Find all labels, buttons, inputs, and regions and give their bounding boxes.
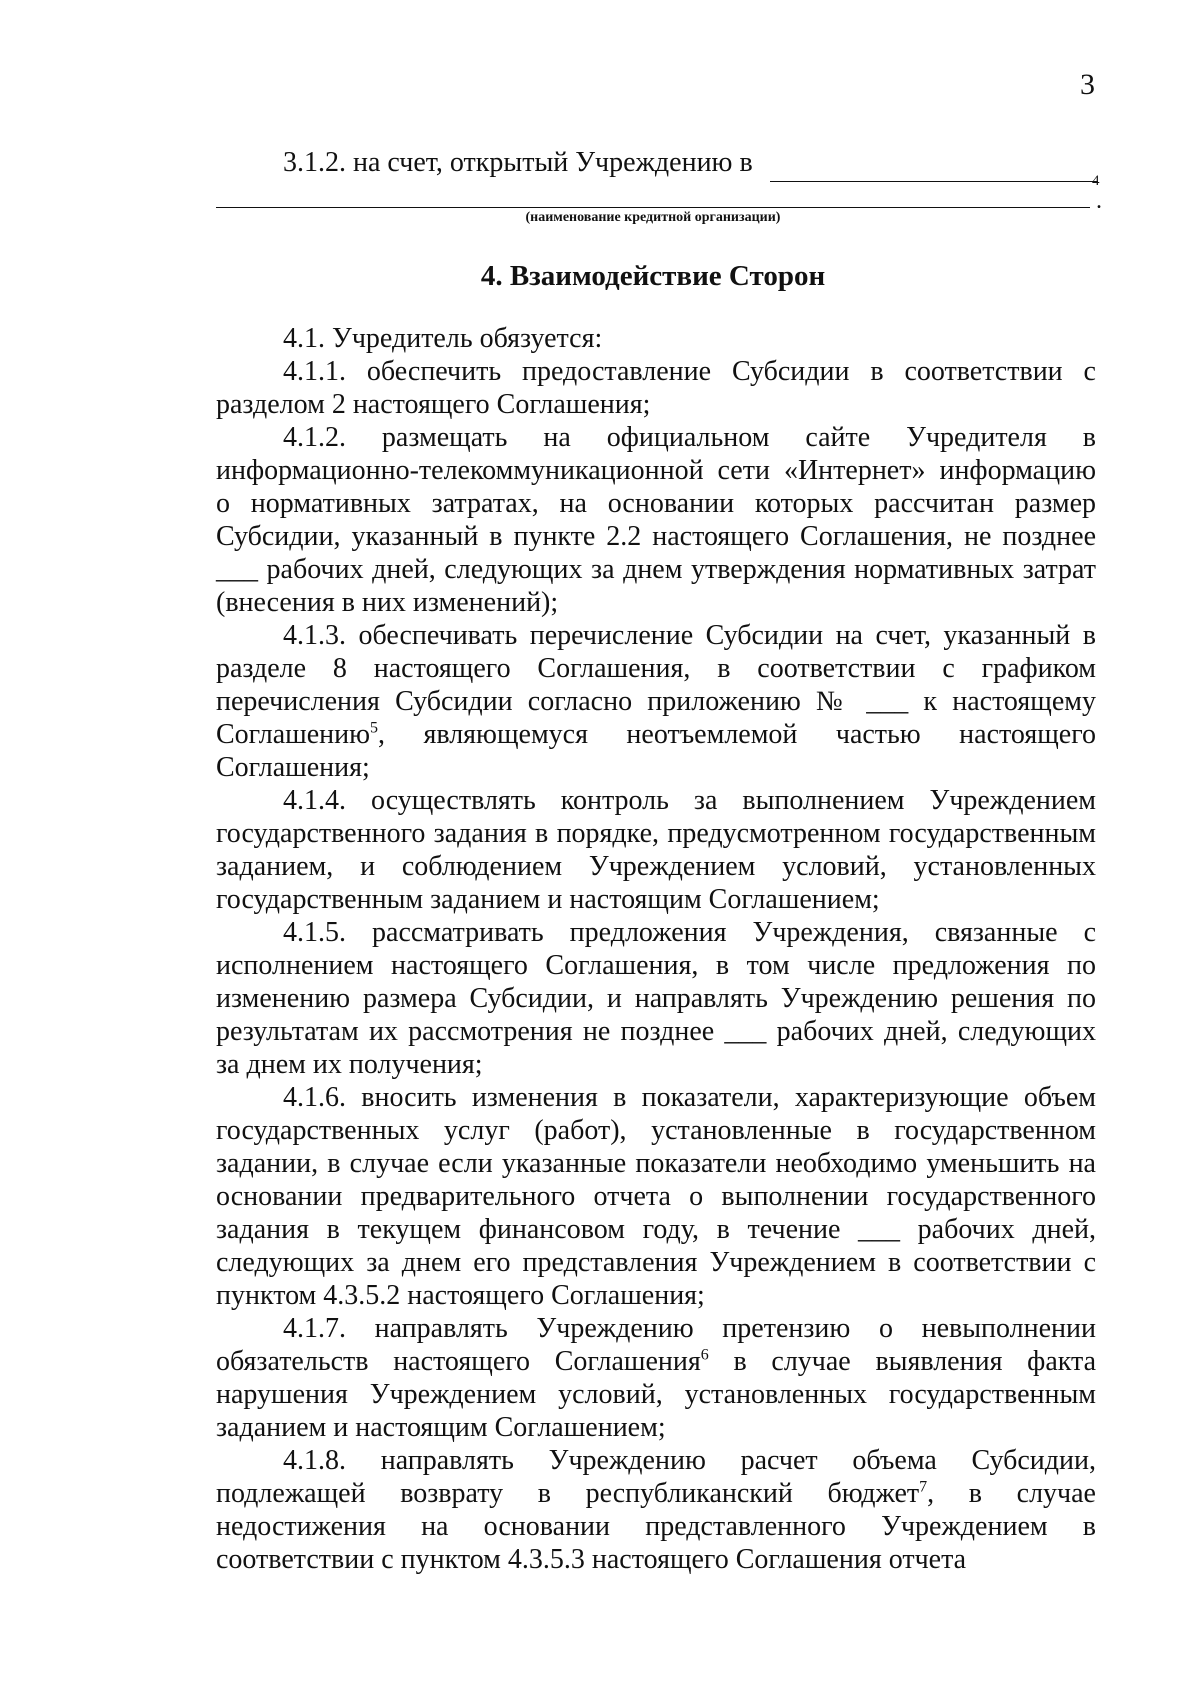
footnote-marker: 4 <box>1092 173 1100 189</box>
paragraph-4-1-4: 4.1.4. осуществлять контроль за выполнением Учреждением государственного задания в порядке, предусмотренном государственным заданием, и соблюдением Учреждением условий, установленных государственным заданием и настоящим Соглашением; <box>216 785 1096 915</box>
clause-3-1-2: 3.1.2. на счет, открытый Учреждению в <box>283 147 753 178</box>
paragraph-4-1-2: 4.1.2. размещать на официальном сайте Учредителя в информационно-телекоммуникационной сети «Интернет» информацию о нормативных затратах, на основании которых рассчитан размер Субсидии, указанный в пункте 2.2 настоящего Соглашения, не позднее ___ рабочих дней, следующих за днем утверждения нормативных затрат (внесения в них изменений); <box>216 422 1096 618</box>
paragraph-4-1-7-text-a: 4.1.7. направлять Учреждению претензию о невыполнении обязательств настоящего Соглашения <box>216 1313 1096 1377</box>
paragraph-4-1-3 <box>216 619 1096 784</box>
paragraph-4-1-8-text-a: 4.1.8. направлять Учреждению расчет объема Субсидии, подлежащей возврату в республиканский бюджет <box>216 1445 1096 1509</box>
footnote-5: 5 <box>370 719 379 737</box>
paragraph-4-1-8 <box>216 1444 1096 1576</box>
bank-blank-line <box>770 181 1098 182</box>
paragraph-4-1-1: 4.1.1. обеспечить предоставление Субсидии в соответствии с разделом 2 настоящего Соглашения; <box>216 356 1096 420</box>
section-body <box>216 322 1096 1576</box>
paragraph-4-1-6: 4.1.6. вносить изменения в показатели, характеризующие объем государственных услуг (работ), установленные в государственном задании, в случае если указанные показатели необходимо уменьшить на основании предварительного отчета о выполнении государственного задания в текущем финансовом году, в течение ___ рабочих дней, следующих за днем его представления Учреждением в соответствии с пунктом 4.3.5.2 настоящего Соглашения; <box>216 1082 1096 1311</box>
paragraph-4-1-3-text-a: 4.1.3. обеспечивать перечисление Субсидии на счет, указанный в разделе 8 настоящего Соглашения, в соответствии с графиком перечисления Субсидии согласно приложению № ___ к настоящему Соглашению <box>216 620 1096 750</box>
footnote-7: 7 <box>919 1478 928 1496</box>
paragraph-4-1-7 <box>216 1312 1096 1444</box>
paragraph-4-1-3-text-b: , являющемуся неотъемлемой частью настоящего Соглашения; <box>216 719 1096 783</box>
paragraph-4-1-5: 4.1.5. рассматривать предложения Учреждения, связанные с исполнением настоящего Соглашения, в том числе предложения по изменению размера Субсидии, и направлять Учреждению решения по результатам их рассмотрения не позднее ___ рабочих дней, следующих за днем их получения; <box>216 917 1096 1080</box>
page-number: 3 <box>1080 68 1095 101</box>
section-title: 4. Взаимодействие Сторон <box>480 260 826 292</box>
bank-name-caption: (наименование кредитной организации) <box>525 210 781 225</box>
paragraph-4-1-8-text-b: , в случае недостижения на основании представленного Учреждением в соответствии с пунктом 4.3.5.3 настоящего Соглашения отчета <box>216 1478 1096 1575</box>
paragraph-4-1-7-text-b: в случае выявления факта нарушения Учреждением условий, установленных государственным заданием и настоящим Соглашением; <box>216 1346 1096 1443</box>
paragraph-4-1: 4.1. Учредитель обязуется: <box>283 323 603 354</box>
footnote-6: 6 <box>700 1346 709 1364</box>
bank-name-line <box>216 207 1090 208</box>
clause-end-period: . <box>1096 188 1102 214</box>
